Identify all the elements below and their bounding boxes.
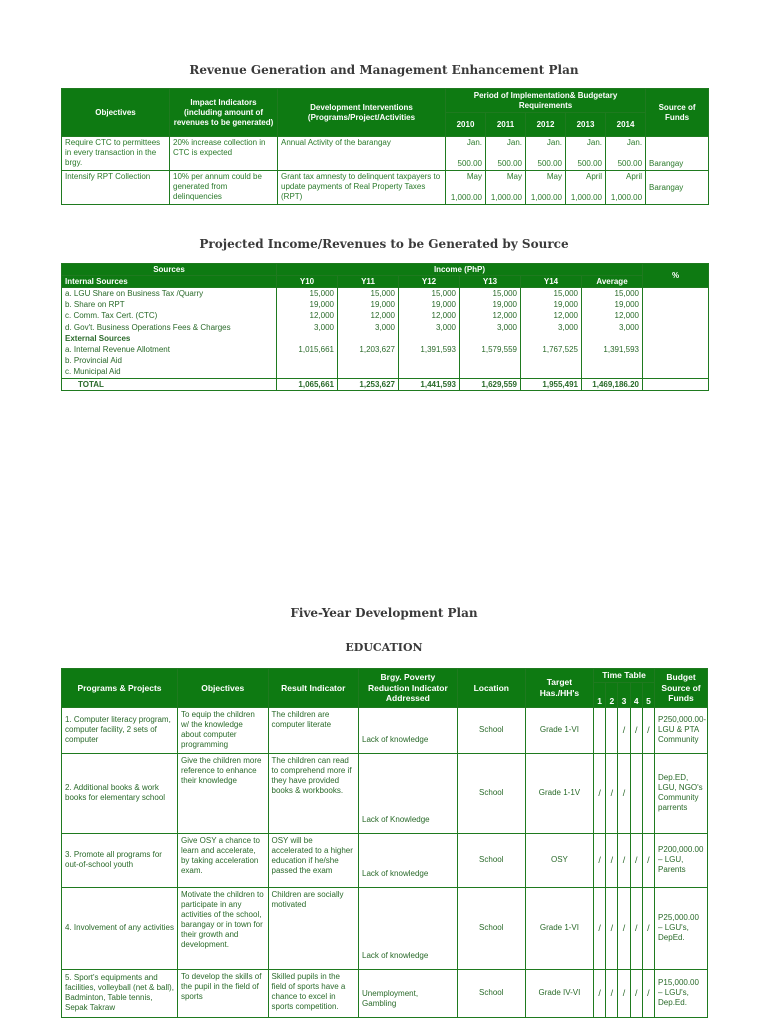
amount-value: 1,000.00 — [610, 193, 643, 202]
income-value: 12,000 — [399, 310, 460, 321]
income-value: 19,000 — [460, 299, 521, 310]
header-source-of-funds: Source of Funds — [646, 89, 709, 137]
target-cell: Grade 1-VI — [525, 707, 593, 753]
total-row — [62, 378, 709, 390]
table-row — [62, 171, 709, 205]
month-value: April — [626, 172, 643, 181]
table-row — [62, 833, 708, 887]
header-year: Y14 — [521, 276, 582, 288]
income-value — [338, 366, 399, 378]
income-value: 3,000 — [460, 322, 521, 333]
program-cell: 4. Involvement of any activities — [62, 887, 178, 969]
education-table — [61, 668, 708, 1018]
objective-cell: To develop the skills of the pupil in the field of sports — [177, 969, 268, 1017]
objective-cell: Give the children more reference to enhance their knowledge — [177, 753, 268, 833]
income-value — [582, 333, 643, 344]
objective-cell: Require CTC to permittees in every transaction in the brgy. — [62, 137, 170, 171]
income-value — [399, 333, 460, 344]
header-income: Income (PhP) — [277, 264, 643, 276]
income-value: 1,391,593 — [582, 344, 643, 355]
budget-cell: P15,000.00 – LGU's, Dep.Ed. — [655, 969, 708, 1017]
header-tt-col: 2 — [606, 682, 618, 707]
source-label: a. Internal Revenue Allotment — [62, 344, 277, 355]
month-value: April — [585, 172, 602, 181]
income-value: 12,000 — [338, 310, 399, 321]
timetable-mark: / — [642, 969, 654, 1017]
budget-cell: Dep.ED, LGU, NGO's Community parrents — [655, 753, 708, 833]
month-value: Jan. — [506, 138, 522, 147]
table-row — [62, 310, 709, 321]
budget-cell: P250,000.00- LGU & PTA Community — [655, 707, 708, 753]
percent-cell — [643, 344, 709, 355]
table-row — [62, 299, 709, 310]
intervention-cell: Grant tax amnesty to delinquent taxpayers to update payments of Real Property Taxes (RPT) — [278, 171, 446, 205]
impact-cell: 20% increase collection in CTC is expected — [170, 137, 278, 171]
header-year: 2014 — [606, 113, 646, 137]
income-value: 12,000 — [521, 310, 582, 321]
income-value — [460, 366, 521, 378]
poverty-indicator-cell: Lack of knowledge — [359, 833, 458, 887]
income-value — [338, 333, 399, 344]
header-location: Location — [457, 669, 525, 708]
target-cell: Grade 1-1V — [525, 753, 593, 833]
poverty-indicator-cell: Lack of Knowledge — [359, 753, 458, 833]
month-value: Jan. — [586, 138, 602, 147]
projected-income-title: Projected Income/Revenues to be Generated by Source — [199, 237, 569, 251]
result-cell: The children can read to comprehend more if they have provided books & workbooks. — [268, 753, 359, 833]
source-cell: Barangay — [646, 171, 709, 205]
income-value: 3,000 — [521, 322, 582, 333]
month-value: May — [466, 172, 482, 181]
amount-value: 500.00 — [577, 159, 602, 168]
timetable-mark — [630, 753, 642, 833]
budget-cell — [606, 137, 646, 171]
source-label: b. Share on RPT — [62, 299, 277, 310]
table-row — [62, 707, 708, 753]
program-cell: 5. Sport's equipments and facilities, volleyball (net & ball), Badminton, Table tennis, Sepak Takraw — [62, 969, 178, 1017]
income-value — [521, 366, 582, 378]
result-cell: Children are socially motivated — [268, 887, 359, 969]
result-cell: OSY will be accelerated to a higher education if he/she passed the exam — [268, 833, 359, 887]
education-title: EDUCATION — [345, 641, 423, 654]
source-label: c. Comm. Tax Cert. (CTC) — [62, 310, 277, 321]
timetable-mark: / — [606, 887, 618, 969]
income-value: 12,000 — [582, 310, 643, 321]
income-value — [582, 366, 643, 378]
projected-income-table — [61, 263, 709, 391]
month-value: Jan. — [466, 138, 482, 147]
income-value — [399, 355, 460, 366]
table-row — [62, 969, 708, 1017]
budget-cell — [566, 137, 606, 171]
income-value: 12,000 — [277, 310, 338, 321]
header-year: 2010 — [446, 113, 486, 137]
income-value — [521, 333, 582, 344]
month-value: May — [506, 172, 522, 181]
income-value — [399, 366, 460, 378]
header-objectives: Objectives — [177, 669, 268, 708]
header-sources: Sources — [62, 264, 277, 276]
table-row — [62, 366, 709, 378]
timetable-mark: / — [618, 707, 630, 753]
result-cell: The children are computer literate — [268, 707, 359, 753]
header-period: Period of Implementation& Budgetary Requirements — [446, 89, 646, 113]
total-value: 1,065,661 — [277, 378, 338, 390]
income-value — [277, 366, 338, 378]
amount-value: 500.00 — [617, 159, 643, 168]
amount-value: 1,000.00 — [570, 193, 602, 202]
header-objectives: Objectives — [62, 89, 170, 137]
header-year: 2012 — [526, 113, 566, 137]
header-programs: Programs & Projects — [62, 669, 178, 708]
budget-cell — [446, 171, 486, 205]
total-percent — [643, 378, 709, 390]
income-value: 19,000 — [399, 299, 460, 310]
budget-cell: P25,000.00 – LGU's, DepEd. — [655, 887, 708, 969]
header-tt-col: 1 — [594, 682, 606, 707]
percent-cell — [643, 310, 709, 321]
objective-cell: Give OSY a chance to learn and accelerate, by taking acceleration exam. — [177, 833, 268, 887]
budget-cell — [486, 137, 526, 171]
header-year: 2011 — [486, 113, 526, 137]
timetable-mark — [606, 707, 618, 753]
header-impact-indicators: Impact Indicators (including amount of revenues to be generated) — [170, 89, 278, 137]
budget-cell — [606, 171, 646, 205]
income-value — [521, 355, 582, 366]
timetable-mark: / — [642, 833, 654, 887]
month-value: Jan. — [546, 138, 562, 147]
income-value: 15,000 — [277, 288, 338, 300]
location-cell: School — [457, 753, 525, 833]
percent-cell — [643, 299, 709, 310]
timetable-mark: / — [618, 833, 630, 887]
education-rows — [62, 707, 708, 1017]
program-cell: 3. Promote all programs for out-of-school youth — [62, 833, 178, 887]
income-value: 15,000 — [460, 288, 521, 300]
timetable-mark: / — [630, 833, 642, 887]
income-value: 3,000 — [277, 322, 338, 333]
timetable-mark: / — [630, 707, 642, 753]
header-tt-col: 5 — [642, 682, 654, 707]
income-value: 1,203,627 — [338, 344, 399, 355]
objective-cell: Motivate the children to participate in any activities of the school, barangay or in town for their growth and development. — [177, 887, 268, 969]
income-value — [277, 355, 338, 366]
income-value: 19,000 — [521, 299, 582, 310]
income-value: 1,767,525 — [521, 344, 582, 355]
percent-cell — [643, 288, 709, 300]
total-value: 1,629,559 — [460, 378, 521, 390]
impact-cell: 10% per annum could be generated from delinquencies — [170, 171, 278, 205]
income-value: 12,000 — [460, 310, 521, 321]
header-poverty-indicator: Brgy. Poverty Reduction Indicator Addressed — [359, 669, 458, 708]
total-label: TOTAL — [62, 378, 277, 390]
amount-value: 1,000.00 — [450, 193, 482, 202]
header-target: Target Has./HH's — [525, 669, 593, 708]
location-cell: School — [457, 969, 525, 1017]
percent-cell — [643, 322, 709, 333]
table-row — [62, 288, 709, 300]
timetable-mark: / — [630, 969, 642, 1017]
income-value: 15,000 — [521, 288, 582, 300]
timetable-mark: / — [606, 969, 618, 1017]
income-value: 19,000 — [277, 299, 338, 310]
income-value: 19,000 — [582, 299, 643, 310]
header-internal-sources: Internal Sources — [62, 276, 277, 288]
timetable-mark: / — [618, 753, 630, 833]
header-year: Y10 — [277, 276, 338, 288]
amount-value: 500.00 — [457, 159, 482, 168]
program-cell: 2. Additional books & work books for elementary school — [62, 753, 178, 833]
income-value: 3,000 — [338, 322, 399, 333]
five-year-plan-title: Five-Year Development Plan — [290, 606, 478, 620]
total-value: 1,469,186.20 — [582, 378, 643, 390]
total-value: 1,441,593 — [399, 378, 460, 390]
amount-value: 1,000.00 — [530, 193, 562, 202]
timetable-mark: / — [606, 753, 618, 833]
income-value: 15,000 — [582, 288, 643, 300]
header-year: Y13 — [460, 276, 521, 288]
table-row — [62, 333, 709, 344]
table-row — [62, 322, 709, 333]
objective-cell: To equip the children w/ the knowledge about computer programming — [177, 707, 268, 753]
income-value — [460, 333, 521, 344]
source-cell: Barangay — [646, 137, 709, 171]
budget-cell — [526, 137, 566, 171]
result-cell: Skilled pupils in the field of sports have a chance to excel in sports competition. — [268, 969, 359, 1017]
header-result-indicator: Result Indicator — [268, 669, 359, 708]
income-value — [277, 333, 338, 344]
plan-title: Revenue Generation and Management Enhancement Plan — [189, 63, 579, 77]
table-row — [62, 887, 708, 969]
poverty-indicator-cell: Unemployment, Gambling — [359, 969, 458, 1017]
source-label: c. Municipal Aid — [62, 366, 277, 378]
income-value: 19,000 — [338, 299, 399, 310]
budget-cell: P200,000.00 – LGU, Parents — [655, 833, 708, 887]
percent-cell — [643, 366, 709, 378]
budget-cell — [526, 171, 566, 205]
budget-cell — [486, 171, 526, 205]
income-value: 15,000 — [338, 288, 399, 300]
income-value — [582, 355, 643, 366]
target-cell: OSY — [525, 833, 593, 887]
timetable-mark: / — [594, 833, 606, 887]
budget-cell — [566, 171, 606, 205]
income-value: 15,000 — [399, 288, 460, 300]
month-value: May — [546, 172, 562, 181]
header-budget: Budget Source of Funds — [655, 669, 708, 708]
timetable-mark: / — [618, 887, 630, 969]
timetable-mark — [594, 707, 606, 753]
table-row — [62, 137, 709, 171]
timetable-mark: / — [630, 887, 642, 969]
poverty-indicator-cell: Lack of knowledge — [359, 887, 458, 969]
table-row — [62, 355, 709, 366]
income-value: 1,391,593 — [399, 344, 460, 355]
program-cell: 1. Computer literacy program, computer facility, 2 sets of computer — [62, 707, 178, 753]
timetable-mark: / — [618, 969, 630, 1017]
amount-value: 1,000.00 — [490, 193, 522, 202]
header-year: 2013 — [566, 113, 606, 137]
month-value: Jan. — [626, 138, 643, 147]
header-tt-col: 4 — [630, 682, 642, 707]
timetable-mark: / — [594, 887, 606, 969]
income-value: 1,015,661 — [277, 344, 338, 355]
source-label: a. LGU Share on Business Tax /Quarry — [62, 288, 277, 300]
income-value: 3,000 — [582, 322, 643, 333]
target-cell: Grade 1-VI — [525, 887, 593, 969]
target-cell: Grade IV-VI — [525, 969, 593, 1017]
header-development-interventions: Development Interventions (Programs/Project/Activities — [278, 89, 446, 137]
amount-value: 500.00 — [497, 159, 522, 168]
poverty-indicator-cell: Lack of knowledge — [359, 707, 458, 753]
header-percent: % — [643, 264, 709, 288]
timetable-mark: / — [606, 833, 618, 887]
income-value — [338, 355, 399, 366]
income-value — [460, 355, 521, 366]
income-value: 1,579,559 — [460, 344, 521, 355]
source-label: External Sources — [62, 333, 277, 344]
revenue-plan-table — [61, 88, 709, 205]
objective-cell: Intensify RPT Collection — [62, 171, 170, 205]
header-year: Y12 — [399, 276, 460, 288]
table-row — [62, 753, 708, 833]
header-year: Y11 — [338, 276, 399, 288]
header-average: Average — [582, 276, 643, 288]
location-cell: School — [457, 707, 525, 753]
income-rows — [62, 288, 709, 379]
source-label: b. Provincial Aid — [62, 355, 277, 366]
location-cell: School — [457, 833, 525, 887]
timetable-mark: / — [594, 753, 606, 833]
percent-cell — [643, 355, 709, 366]
source-label: d. Gov't. Business Operations Fees & Charges — [62, 322, 277, 333]
header-time-table: Time Table — [594, 669, 655, 683]
timetable-mark: / — [594, 969, 606, 1017]
income-value: 3,000 — [399, 322, 460, 333]
timetable-mark: / — [642, 707, 654, 753]
intervention-cell: Annual Activity of the barangay — [278, 137, 446, 171]
header-tt-col: 3 — [618, 682, 630, 707]
timetable-mark: / — [642, 887, 654, 969]
amount-value: 500.00 — [537, 159, 562, 168]
budget-cell — [446, 137, 486, 171]
total-value: 1,955,491 — [521, 378, 582, 390]
table-row — [62, 344, 709, 355]
timetable-mark — [642, 753, 654, 833]
percent-cell — [643, 333, 709, 344]
total-value: 1,253,627 — [338, 378, 399, 390]
location-cell: School — [457, 887, 525, 969]
